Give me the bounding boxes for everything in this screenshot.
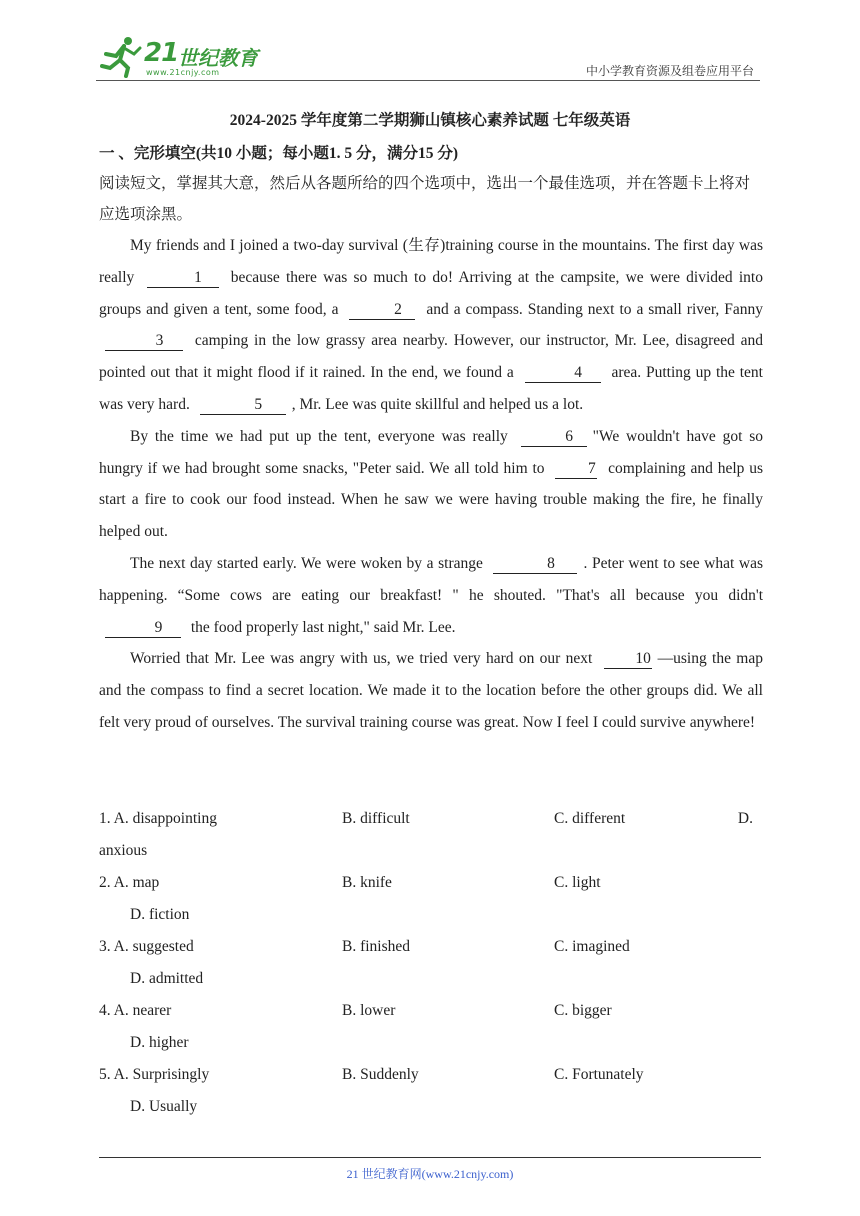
option-d: D. fiction [130, 906, 190, 923]
option-c: C. Fortunately [554, 1066, 644, 1083]
option-a: 2. A. map [99, 874, 160, 891]
blank-6: 6 [521, 428, 587, 447]
page-title: 2024-2025 学年度第二学期狮山镇核心素养试题 七年级英语 [229, 112, 631, 129]
option-b: B. difficult [342, 810, 410, 827]
runner-logo-icon [98, 34, 142, 78]
blank-8: 8 [493, 555, 577, 574]
header-divider [96, 80, 760, 81]
logo [96, 34, 296, 78]
question-row-continued [99, 1028, 759, 1060]
logo-text: 世纪教育 [178, 46, 258, 70]
option-d: D. higher [130, 1034, 189, 1051]
option-d: anxious [99, 842, 148, 859]
option-b: B. lower [342, 1002, 396, 1019]
option-d-label: D. [737, 810, 753, 827]
blank-5: 5 [200, 396, 286, 415]
page-footer: 21 世纪教育网(www.21cnjy.com) [346, 1167, 514, 1181]
question-row-continued [99, 900, 759, 932]
passage-paragraph-3: The next day started early. We were woken by a strange 8 . Peter went to see what was happening. “Some cows are eating our breakfast! " he shouted. "That's all because you didn't 9 the food properly last night," said Mr. Lee. [99, 554, 764, 636]
question-row-continued [99, 836, 759, 868]
passage-paragraph-1: My friends and I joined a two-day survival (生存)training course in the mountains. The first day was really 1 because there was so much to do! Arriving at the campsite, we were divided into groups and given a tent, some food, a 2 and a compass. Standing next to a small river, Fanny 3 camping in the low grassy area nearby. However, our instructor, Mr. Lee, disagreed and pointed out that it might flood if it rained. In the end, we found a 4 area. Putting up the tent was very hard. 5 , Mr. Lee was quite skillful and helped us a lot. [99, 237, 763, 413]
logo-number: 21 [144, 38, 179, 68]
option-a: 4. A. nearer [99, 1002, 172, 1019]
instructions: 阅读短文，掌握其大意，然后从各题所给的四个选项中，选出一个最佳选项，并在答题卡上将对应选项涂黑。 [99, 175, 751, 223]
option-c: C. imagined [554, 938, 630, 955]
question-row-continued [99, 964, 759, 996]
section-heading: 一 、完形填空(共10 小题；每小题1. 5 分，满分15 分) [99, 145, 459, 162]
question-row-continued [99, 1092, 759, 1124]
option-a: 3. A. suggested [99, 938, 194, 955]
question-row [99, 804, 759, 836]
blank-9: 9 [105, 619, 181, 638]
passage-paragraph-2: By the time we had put up the tent, everyone was really 6 "We wouldn't have got so hungry if we had brought some snacks, "Peter said. We all told him to 7 complaining and help us start a fire to cook our food instead. When he saw we were having trouble making the fire, he finally helped out. [99, 427, 763, 541]
question-row [99, 996, 759, 1028]
option-b: B. finished [342, 938, 411, 955]
passage-paragraph-4: Worried that Mr. Lee was angry with us, we tried very hard on our next 10 —using the map and the compass to find a secret location. We made it to the location before the other groups did. We all felt very proud of ourselves. The survival training course was great. Now I feel I could survive anywhere! [99, 650, 763, 731]
blank-1: 1 [147, 269, 219, 288]
option-d: D. Usually [130, 1098, 198, 1115]
option-c: C. bigger [554, 1002, 612, 1019]
blank-10: 10 [604, 650, 652, 669]
page-header [96, 26, 760, 80]
question-row [99, 868, 759, 900]
answer-options [99, 804, 759, 1124]
question-row [99, 1060, 759, 1092]
option-d: D. admitted [130, 970, 204, 987]
option-c: C. different [554, 810, 626, 827]
passage [99, 230, 763, 739]
option-a: 1. A. disappointing [99, 810, 217, 827]
blank-4: 4 [525, 364, 601, 383]
header-tagline: 中小学教育资源及组卷应用平台 [585, 64, 754, 78]
option-b: B. knife [342, 874, 392, 891]
option-c: C. light [554, 874, 601, 891]
option-b: B. Suddenly [342, 1066, 419, 1083]
option-a: 5. A. Surprisingly [99, 1066, 210, 1083]
blank-2: 2 [349, 301, 415, 320]
blank-7: 7 [555, 460, 597, 479]
blank-3: 3 [105, 332, 183, 351]
footer-divider [99, 1157, 761, 1158]
logo-url: www.21cnjy.com [146, 68, 220, 77]
question-row [99, 932, 759, 964]
